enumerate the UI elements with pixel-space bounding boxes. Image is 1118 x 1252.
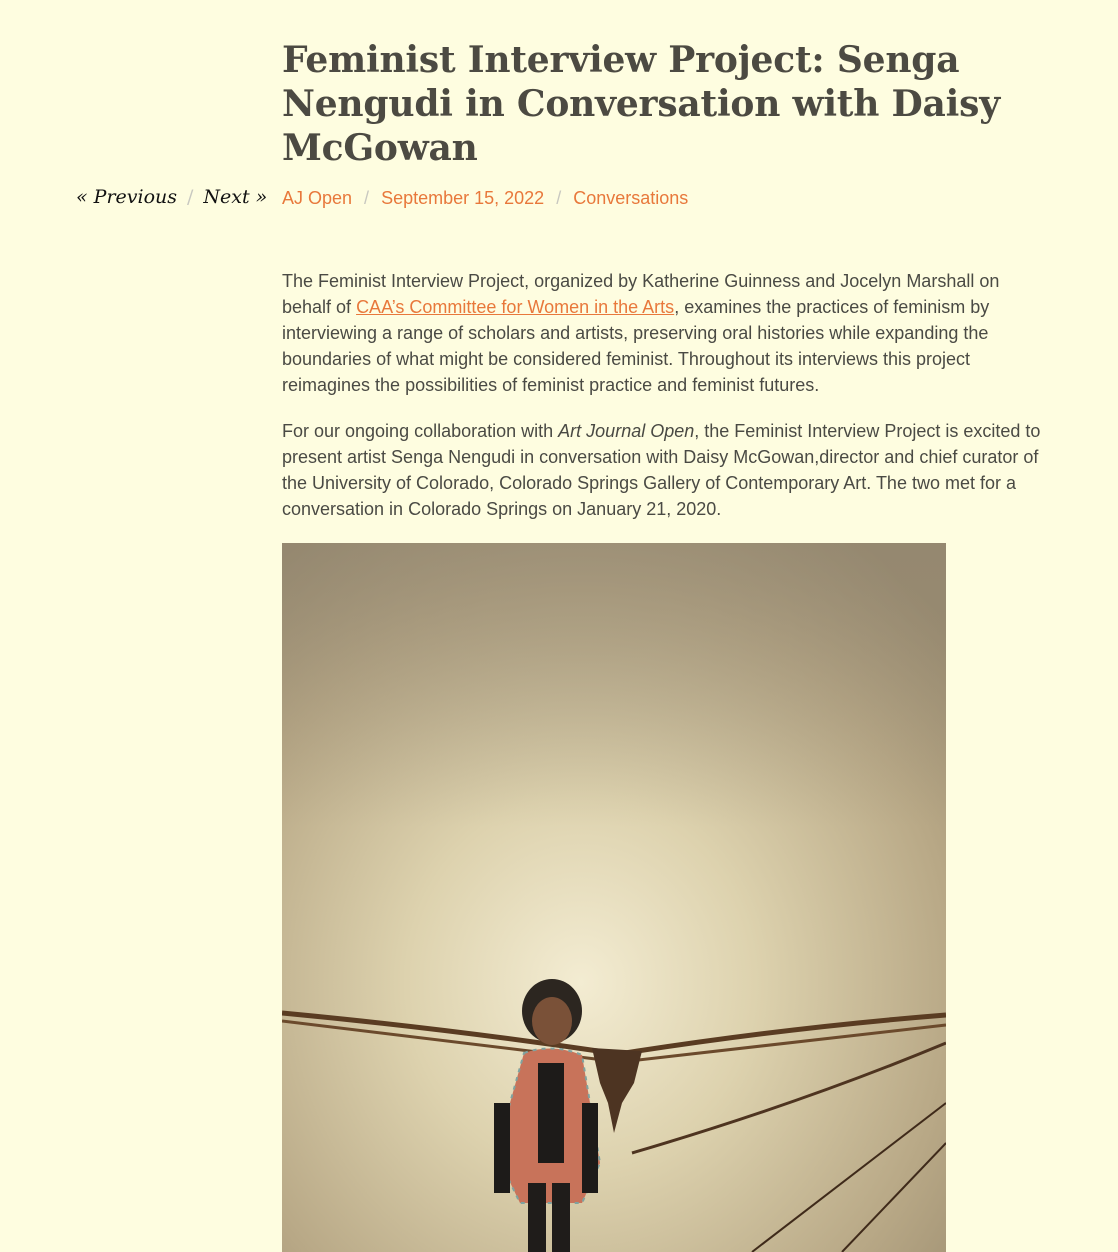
article-photo: [282, 543, 946, 1252]
intro-paragraph: [282, 268, 1042, 398]
caa-committee-link[interactable]: CAA’s Committee for Women in the Arts: [356, 297, 675, 317]
paragraph-text: , examines the practices of feminism by interviewing a range of scholars and artists, preserving oral histories while expanding the boundaries of what might be considered feminist. Throughout its interviews this project reimagines the possibilities of feminist practice and feminist futures.: [282, 297, 990, 395]
previous-post-link[interactable]: « Previous: [76, 186, 178, 208]
post-navigation: [76, 186, 267, 208]
page-title: Feminist Interview Project: Senga Nengudi in Conversation with Daisy McGowan: [282, 39, 1000, 169]
category-link[interactable]: Conversations: [573, 188, 689, 208]
date-link[interactable]: September 15, 2022: [381, 188, 545, 208]
paragraph-text: For our ongoing collaboration with: [282, 421, 559, 441]
publication-name: Art Journal Open: [558, 421, 695, 441]
nav-separator: /: [187, 186, 194, 208]
paragraph-text: , the Feminist Interview Project is excited to present artist Senga Nengudi in conversation with Daisy McGowan,director and chief curator of the University of Colorado, Colorado Springs Gallery of Contemporary Art. The two met for a conversation in Colorado Springs on January 21, 2020.: [282, 421, 1041, 519]
post-meta: [282, 188, 688, 209]
meta-separator: /: [364, 188, 370, 208]
meta-separator: /: [556, 188, 562, 208]
paragraph-text: The Feminist Interview Project, organized by Katherine Guinness and Jocelyn Marshall on behalf of: [282, 271, 1000, 317]
next-post-link[interactable]: Next »: [203, 186, 268, 208]
collaboration-paragraph: [282, 418, 1042, 522]
photo-of-artist-with-installation: [282, 543, 946, 1252]
author-link[interactable]: AJ Open: [282, 188, 353, 208]
article-body: [282, 268, 1042, 542]
